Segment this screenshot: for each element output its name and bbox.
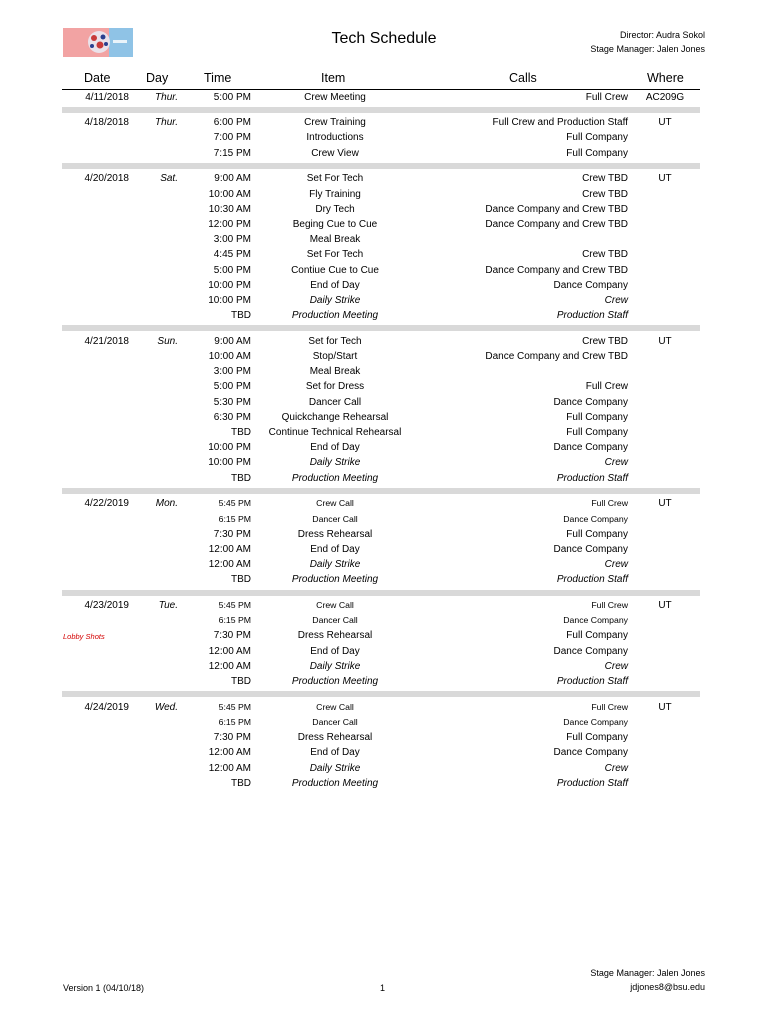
row-item: End of Day (310, 747, 360, 759)
column-header-time: Time (204, 71, 232, 85)
row-calls: Full Crew (591, 600, 628, 610)
row-item: End of Day (310, 645, 360, 657)
row-time: 5:00 PM (213, 91, 251, 103)
group-date: 4/11/2018 (85, 91, 129, 103)
row-time: 6:30 PM (213, 411, 251, 423)
row-item: Dancer Call (312, 615, 358, 626)
row-time: 4:45 PM (213, 249, 251, 261)
column-header-date: Date (84, 71, 111, 85)
row-calls: Crew TBD (582, 335, 628, 347)
row-time: 5:00 PM (213, 264, 251, 276)
group-date: 4/23/2019 (84, 600, 129, 611)
row-time: 7:15 PM (213, 147, 251, 159)
row-time: TBD (231, 472, 251, 484)
row-calls: Crew (604, 294, 628, 306)
row-item: Daily Strike (309, 762, 361, 774)
row-item: Production Meeting (291, 777, 379, 789)
row-item: Quickchange Rehearsal (281, 411, 389, 423)
row-calls: Production Staff (556, 777, 628, 789)
row-time: 12:00 AM (208, 660, 251, 672)
row-calls: Full Company (566, 147, 628, 159)
row-calls: Dance Company and Crew TBD (485, 351, 628, 362)
row-calls: Production Staff (556, 676, 628, 687)
row-item: Stop/Start (312, 351, 358, 362)
row-time: 10:00 AM (208, 188, 251, 200)
row-time: 7:30 PM (213, 528, 251, 540)
row-item: Continue Technical Rehearsal (268, 427, 402, 438)
group-separator (62, 590, 700, 596)
row-calls: Dance Company (553, 396, 628, 408)
row-item: Production Meeting (291, 574, 379, 586)
row-calls: Production Staff (556, 574, 628, 586)
row-item: Dress Rehearsal (297, 528, 373, 540)
row-item: Fly Training (309, 188, 361, 200)
row-item: Contiue Cue to Cue (291, 264, 379, 276)
row-item: Meal Break (309, 234, 361, 246)
row-item: Set For Tech (306, 249, 364, 261)
row-item: Daily Strike (309, 457, 361, 469)
column-header-day: Day (146, 71, 169, 85)
row-time: 12:00 AM (208, 747, 251, 759)
row-time: 3:00 PM (213, 366, 251, 378)
row-item: Beging Cue to Cue (292, 218, 378, 230)
row-item: Crew Call (316, 701, 354, 712)
row-time: 12:00 AM (208, 543, 251, 555)
row-calls: Crew TBD (582, 249, 628, 261)
column-header-where: Where (647, 71, 684, 85)
row-calls: Dance Company (553, 747, 628, 759)
group-where: UT (658, 701, 672, 713)
row-calls: Dance Company (553, 442, 628, 454)
group-day: Mon. (155, 498, 178, 510)
footer-email: jdjones8@bsu.edu (630, 982, 705, 992)
row-calls: Crew TBD (582, 173, 628, 185)
row-time: 6:00 PM (213, 117, 251, 129)
row-time: 6:15 PM (218, 615, 251, 626)
row-item: Crew Meeting (304, 91, 366, 103)
row-time: 12:00 PM (208, 218, 251, 230)
group-separator (62, 488, 700, 494)
footer-contact (590, 966, 705, 994)
row-calls: Full Company (566, 630, 628, 642)
row-time: TBD (231, 310, 251, 322)
row-time: 12:00 AM (208, 762, 251, 774)
row-time: 7:30 PM (213, 630, 251, 642)
row-item: End of Day (310, 279, 360, 291)
row-time: TBD (231, 427, 251, 438)
group-day: Thur. (155, 117, 178, 129)
row-item: Dancer Call (312, 513, 358, 524)
row-calls: Full Company (566, 427, 628, 438)
row-calls: Dance Company (563, 716, 628, 727)
group-date: 4/20/2018 (84, 173, 129, 185)
row-item: Crew View (311, 147, 359, 159)
row-item: Dancer Call (312, 716, 358, 727)
row-item: Dancer Call (308, 396, 362, 408)
row-calls: Full Company (566, 528, 628, 540)
group-day: Tue. (158, 600, 178, 611)
row-item: Set For Tech (306, 173, 364, 185)
group-separator (62, 163, 700, 169)
row-time: 9:00 AM (214, 335, 251, 347)
row-calls: Full Crew (585, 91, 628, 103)
row-time: 5:45 PM (218, 701, 251, 712)
row-item: Meal Break (309, 366, 361, 378)
row-time: 10:00 AM (208, 351, 251, 362)
group-day: Thur. (155, 91, 178, 103)
row-calls: Full Company (566, 732, 628, 744)
group-where: UT (658, 335, 672, 347)
group-date: 4/24/2019 (84, 701, 129, 713)
group-date: 4/21/2018 (84, 335, 129, 347)
row-time: 5:00 PM (213, 381, 251, 393)
row-time: 5:45 PM (218, 600, 251, 610)
group-where: UT (658, 117, 672, 129)
group-day: Sun. (157, 335, 178, 347)
row-time: TBD (231, 777, 251, 789)
row-item: End of Day (310, 543, 360, 555)
row-item: Production Meeting (291, 472, 379, 484)
row-item: Dress Rehearsal (297, 630, 373, 642)
group-day: Sat. (160, 173, 178, 185)
row-calls: Production Staff (556, 472, 628, 484)
row-calls: Crew (604, 762, 628, 774)
group-day: Wed. (154, 701, 178, 713)
row-item: Dry Tech (315, 203, 355, 215)
row-calls: Crew (604, 559, 628, 571)
row-calls: Full Company (566, 411, 628, 423)
row-calls: Full Crew and Production Staff (492, 117, 628, 129)
row-time: 10:00 PM (208, 294, 251, 306)
row-calls: Crew TBD (582, 188, 628, 200)
row-calls: Full Company (566, 132, 628, 144)
group-date: 4/18/2018 (84, 117, 129, 129)
group-separator (62, 325, 700, 331)
row-time: 10:30 AM (208, 203, 251, 215)
row-time: 5:45 PM (218, 498, 251, 509)
row-time: 6:15 PM (218, 716, 251, 727)
row-item: Production Meeting (291, 310, 379, 322)
row-item: Production Meeting (291, 676, 379, 687)
footer-stage-manager: Stage Manager: Jalen Jones (590, 968, 705, 978)
row-time: 10:00 PM (208, 457, 251, 469)
row-calls: Dance Company and Crew TBD (485, 203, 628, 215)
row-item: Crew Call (316, 600, 354, 610)
row-calls: Full Crew (585, 381, 628, 393)
row-calls: Dance Company (563, 513, 628, 524)
row-time: 3:00 PM (213, 234, 251, 246)
column-header-calls: Calls (509, 71, 537, 85)
column-header-item: Item (321, 71, 346, 85)
header-credits (590, 28, 705, 56)
row-item: Crew Training (304, 117, 366, 129)
row-calls: Dance Company (553, 279, 628, 291)
row-time: 6:15 PM (218, 513, 251, 524)
group-note: Lobby Shots (63, 632, 105, 642)
group-where: AC209G (645, 91, 685, 103)
row-calls: Crew (604, 660, 628, 672)
page-title: Tech Schedule (331, 30, 437, 47)
group-separator (62, 691, 700, 697)
footer-page-number: 1 (380, 983, 386, 993)
stage-manager-label: Stage Manager: Jalen Jones (590, 44, 705, 54)
row-item: Dress Rehearsal (297, 732, 373, 744)
row-item: Daily Strike (309, 660, 361, 672)
row-calls: Dance Company (553, 543, 628, 555)
row-time: 10:00 PM (208, 279, 251, 291)
group-where: UT (658, 498, 672, 510)
group-separator (62, 107, 700, 113)
row-calls: Dance Company and Crew TBD (485, 264, 628, 276)
row-calls: Dance Company (553, 645, 628, 657)
group-where: UT (658, 173, 672, 185)
row-item: Set for Tech (308, 335, 362, 347)
row-time: 12:00 AM (208, 559, 251, 571)
row-time: 10:00 PM (208, 442, 251, 454)
footer-version: Version 1 (04/10/18) (63, 983, 145, 993)
row-item: Daily Strike (309, 559, 361, 571)
group-where: UT (658, 600, 672, 611)
row-item: End of Day (310, 442, 360, 454)
row-item: Daily Strike (309, 294, 361, 306)
row-time: 9:00 AM (214, 173, 251, 185)
group-date: 4/22/2019 (84, 498, 129, 510)
row-time: 7:00 PM (213, 132, 251, 144)
row-item: Introductions (306, 132, 364, 144)
row-item: Crew Call (316, 498, 354, 509)
row-calls: Dance Company (563, 615, 628, 626)
row-time: 5:30 PM (213, 396, 251, 408)
row-calls: Full Crew (591, 498, 628, 509)
row-item: Set for Dress (305, 381, 365, 393)
row-calls: Crew (604, 457, 628, 469)
director-label: Director: Audra Sokol (619, 30, 705, 40)
row-time: 12:00 AM (208, 645, 251, 657)
row-time: 7:30 PM (213, 732, 251, 744)
row-calls: Dance Company and Crew TBD (485, 218, 628, 230)
row-calls: Full Crew (591, 701, 628, 712)
row-time: TBD (231, 676, 251, 687)
row-time: TBD (231, 574, 251, 586)
row-calls: Production Staff (556, 310, 628, 322)
